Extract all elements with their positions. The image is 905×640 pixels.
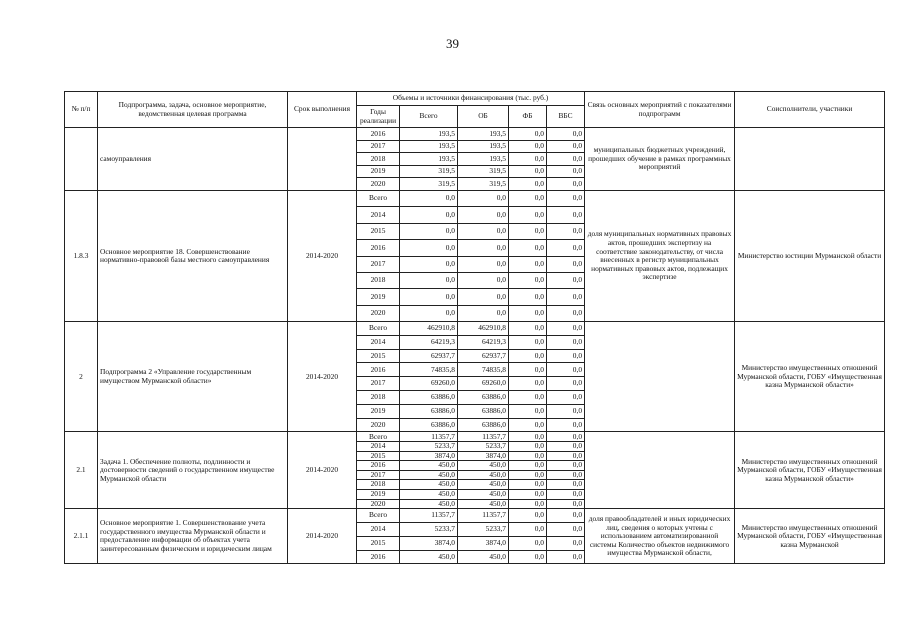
vbs-cell: 0,0 bbox=[547, 536, 585, 550]
total-cell: 0,0 bbox=[400, 256, 458, 272]
year-cell: 2017 bbox=[357, 377, 400, 391]
item-number: 1.8.3 bbox=[65, 190, 98, 321]
fb-cell: 0,0 bbox=[509, 153, 547, 166]
year-cell: 2017 bbox=[357, 470, 400, 480]
fb-cell: 0,0 bbox=[509, 178, 547, 191]
total-cell: 193,5 bbox=[400, 140, 458, 153]
item-name: Подпрограмма 2 «Управление государственным имуществом Мурманской области» bbox=[98, 322, 288, 432]
year-cell: Всего bbox=[357, 322, 400, 336]
year-cell: 2020 bbox=[357, 499, 400, 509]
table-row bbox=[65, 322, 885, 336]
vbs-cell: 0,0 bbox=[547, 461, 585, 471]
vbs-cell: 0,0 bbox=[547, 418, 585, 432]
ob-cell: 3874,0 bbox=[458, 536, 509, 550]
vbs-cell: 0,0 bbox=[547, 442, 585, 452]
fb-cell: 0,0 bbox=[509, 207, 547, 223]
year-cell: 2019 bbox=[357, 404, 400, 418]
ob-cell: 0,0 bbox=[458, 305, 509, 321]
vbs-cell: 0,0 bbox=[547, 153, 585, 166]
indicator-link: доля муниципальных нормативных правовых актов, прошедших экспертизу на соответствие законодательству, от числа внесенных в регистр муниципальных нормативных правовых актов, подлежащих экспертизе bbox=[585, 190, 735, 321]
header-name: Подпрограмма, задача, основное мероприятие, ведомственная целевая программа bbox=[98, 92, 288, 128]
ob-cell: 0,0 bbox=[458, 240, 509, 256]
year-cell: 2019 bbox=[357, 165, 400, 178]
ob-cell: 462910,8 bbox=[458, 322, 509, 336]
vbs-cell: 0,0 bbox=[547, 240, 585, 256]
ob-cell: 5233,7 bbox=[458, 523, 509, 537]
year-cell: 2014 bbox=[357, 523, 400, 537]
total-cell: 0,0 bbox=[400, 207, 458, 223]
fb-cell: 0,0 bbox=[509, 470, 547, 480]
vbs-cell: 0,0 bbox=[547, 207, 585, 223]
total-cell: 319,5 bbox=[400, 178, 458, 191]
ob-cell: 450,0 bbox=[458, 550, 509, 564]
header-fb: ФБ bbox=[509, 106, 547, 128]
fb-cell: 0,0 bbox=[509, 256, 547, 272]
vbs-cell: 0,0 bbox=[547, 480, 585, 490]
total-cell: 462910,8 bbox=[400, 322, 458, 336]
vbs-cell: 0,0 bbox=[547, 256, 585, 272]
vbs-cell: 0,0 bbox=[547, 432, 585, 442]
fb-cell: 0,0 bbox=[509, 490, 547, 500]
fb-cell: 0,0 bbox=[509, 404, 547, 418]
item-number bbox=[65, 128, 98, 191]
fb-cell: 0,0 bbox=[509, 499, 547, 509]
total-cell: 11357,7 bbox=[400, 509, 458, 523]
ob-cell: 3874,0 bbox=[458, 451, 509, 461]
fb-cell: 0,0 bbox=[509, 391, 547, 405]
vbs-cell: 0,0 bbox=[547, 305, 585, 321]
ob-cell: 0,0 bbox=[458, 223, 509, 239]
fb-cell: 0,0 bbox=[509, 349, 547, 363]
total-cell: 0,0 bbox=[400, 190, 458, 206]
item-term: 2014-2020 bbox=[288, 190, 357, 321]
total-cell: 63886,0 bbox=[400, 418, 458, 432]
fb-cell: 0,0 bbox=[509, 550, 547, 564]
item-name: Основное мероприятие 1. Совершенствование учета государственного имущества Мурманской области и предоставление информации об объектах учета заинтересованным физическим и юридическим лицам bbox=[98, 509, 288, 564]
item-name: Задача 1. Обеспечение полноты, подлинности и достоверности сведений о государственном имуществе Мурманской области bbox=[98, 432, 288, 509]
vbs-cell: 0,0 bbox=[547, 223, 585, 239]
fb-cell: 0,0 bbox=[509, 335, 547, 349]
total-cell: 63886,0 bbox=[400, 391, 458, 405]
table-row bbox=[65, 509, 885, 523]
vbs-cell: 0,0 bbox=[547, 404, 585, 418]
header-ob: ОБ bbox=[458, 106, 509, 128]
year-cell: 2016 bbox=[357, 240, 400, 256]
year-cell: 2015 bbox=[357, 223, 400, 239]
fb-cell: 0,0 bbox=[509, 240, 547, 256]
header-coexec: Соисполнители, участники bbox=[735, 92, 885, 128]
item-term bbox=[288, 128, 357, 191]
ob-cell: 69260,0 bbox=[458, 377, 509, 391]
ob-cell: 193,5 bbox=[458, 140, 509, 153]
ob-cell: 63886,0 bbox=[458, 404, 509, 418]
header-term: Срок выполнения bbox=[288, 92, 357, 128]
total-cell: 5233,7 bbox=[400, 442, 458, 452]
fb-cell: 0,0 bbox=[509, 128, 547, 141]
vbs-cell: 0,0 bbox=[547, 470, 585, 480]
total-cell: 63886,0 bbox=[400, 404, 458, 418]
vbs-cell: 0,0 bbox=[547, 363, 585, 377]
total-cell: 3874,0 bbox=[400, 536, 458, 550]
year-cell: Всего bbox=[357, 190, 400, 206]
indicator-link: доля правообладателей и иных юридических лиц, сведения о которых учтены с использованием автоматизированной системы Количество объектов недвижимого имущества Мурманской области, bbox=[585, 509, 735, 564]
ob-cell: 62937,7 bbox=[458, 349, 509, 363]
total-cell: 11357,7 bbox=[400, 432, 458, 442]
total-cell: 62937,7 bbox=[400, 349, 458, 363]
header-funding: Объемы и источники финансирования (тыс. руб.) bbox=[357, 92, 585, 106]
year-cell: 2017 bbox=[357, 140, 400, 153]
ob-cell: 450,0 bbox=[458, 470, 509, 480]
ob-cell: 11357,7 bbox=[458, 432, 509, 442]
co-executors: Министерство имущественных отношений Мурманской области, ГОБУ «Имущественная казна Мурманской bbox=[735, 509, 885, 564]
table-body bbox=[65, 128, 885, 564]
year-cell: 2014 bbox=[357, 442, 400, 452]
year-cell: 2019 bbox=[357, 289, 400, 305]
ob-cell: 319,5 bbox=[458, 165, 509, 178]
indicator-link bbox=[585, 322, 735, 432]
co-executors: Министерство имущественных отношений Мурманской области, ГОБУ «Имущественная казна Мурманской области» bbox=[735, 432, 885, 509]
total-cell: 450,0 bbox=[400, 499, 458, 509]
co-executors: Министерство имущественных отношений Мурманской области, ГОБУ «Имущественная казна Мурманской области» bbox=[735, 322, 885, 432]
fb-cell: 0,0 bbox=[509, 536, 547, 550]
year-cell: 2015 bbox=[357, 451, 400, 461]
item-number: 2.1.1 bbox=[65, 509, 98, 564]
vbs-cell: 0,0 bbox=[547, 289, 585, 305]
vbs-cell: 0,0 bbox=[547, 190, 585, 206]
year-cell: 2015 bbox=[357, 536, 400, 550]
header-total: Всего bbox=[400, 106, 458, 128]
total-cell: 64219,3 bbox=[400, 335, 458, 349]
ob-cell: 0,0 bbox=[458, 256, 509, 272]
ob-cell: 0,0 bbox=[458, 289, 509, 305]
vbs-cell: 0,0 bbox=[547, 523, 585, 537]
total-cell: 450,0 bbox=[400, 480, 458, 490]
total-cell: 74835,8 bbox=[400, 363, 458, 377]
fb-cell: 0,0 bbox=[509, 322, 547, 336]
fb-cell: 0,0 bbox=[509, 377, 547, 391]
total-cell: 450,0 bbox=[400, 461, 458, 471]
year-cell: Всего bbox=[357, 432, 400, 442]
fb-cell: 0,0 bbox=[509, 272, 547, 288]
total-cell: 450,0 bbox=[400, 550, 458, 564]
total-cell: 0,0 bbox=[400, 240, 458, 256]
ob-cell: 63886,0 bbox=[458, 418, 509, 432]
vbs-cell: 0,0 bbox=[547, 128, 585, 141]
fb-cell: 0,0 bbox=[509, 451, 547, 461]
fb-cell: 0,0 bbox=[509, 289, 547, 305]
year-cell: 2016 bbox=[357, 461, 400, 471]
table-row bbox=[65, 432, 885, 442]
ob-cell: 64219,3 bbox=[458, 335, 509, 349]
fb-cell: 0,0 bbox=[509, 523, 547, 537]
year-cell: 2016 bbox=[357, 128, 400, 141]
year-cell: 2018 bbox=[357, 153, 400, 166]
co-executors bbox=[735, 128, 885, 191]
total-cell: 193,5 bbox=[400, 128, 458, 141]
fb-cell: 0,0 bbox=[509, 140, 547, 153]
ob-cell: 63886,0 bbox=[458, 391, 509, 405]
ob-cell: 74835,8 bbox=[458, 363, 509, 377]
vbs-cell: 0,0 bbox=[547, 490, 585, 500]
year-cell: 2018 bbox=[357, 480, 400, 490]
ob-cell: 11357,7 bbox=[458, 509, 509, 523]
vbs-cell: 0,0 bbox=[547, 377, 585, 391]
fb-cell: 0,0 bbox=[509, 418, 547, 432]
year-cell: 2020 bbox=[357, 178, 400, 191]
total-cell: 5233,7 bbox=[400, 523, 458, 537]
ob-cell: 450,0 bbox=[458, 499, 509, 509]
item-number: 2.1 bbox=[65, 432, 98, 509]
header-years: Годы реализации bbox=[357, 106, 400, 128]
ob-cell: 450,0 bbox=[458, 480, 509, 490]
vbs-cell: 0,0 bbox=[547, 451, 585, 461]
year-cell: 2016 bbox=[357, 550, 400, 564]
fb-cell: 0,0 bbox=[509, 432, 547, 442]
total-cell: 69260,0 bbox=[400, 377, 458, 391]
co-executors: Министерство юстиции Мурманской области bbox=[735, 190, 885, 321]
table-row bbox=[65, 190, 885, 206]
total-cell: 0,0 bbox=[400, 305, 458, 321]
indicator-link: муниципальных бюджетных учреждений, прошедших обучение в рамках программных мероприятий bbox=[585, 128, 735, 191]
vbs-cell: 0,0 bbox=[547, 550, 585, 564]
financing-table bbox=[64, 91, 885, 564]
header-link: Связь основных мероприятий с показателями подпрограмм bbox=[585, 92, 735, 128]
vbs-cell: 0,0 bbox=[547, 272, 585, 288]
ob-cell: 319,5 bbox=[458, 178, 509, 191]
item-number: 2 bbox=[65, 322, 98, 432]
vbs-cell: 0,0 bbox=[547, 165, 585, 178]
vbs-cell: 0,0 bbox=[547, 140, 585, 153]
ob-cell: 450,0 bbox=[458, 461, 509, 471]
fb-cell: 0,0 bbox=[509, 442, 547, 452]
total-cell: 3874,0 bbox=[400, 451, 458, 461]
total-cell: 0,0 bbox=[400, 289, 458, 305]
total-cell: 0,0 bbox=[400, 272, 458, 288]
fb-cell: 0,0 bbox=[509, 305, 547, 321]
ob-cell: 0,0 bbox=[458, 190, 509, 206]
year-cell: 2018 bbox=[357, 391, 400, 405]
total-cell: 319,5 bbox=[400, 165, 458, 178]
year-cell: 2014 bbox=[357, 207, 400, 223]
total-cell: 450,0 bbox=[400, 470, 458, 480]
fb-cell: 0,0 bbox=[509, 363, 547, 377]
table-row bbox=[65, 128, 885, 141]
vbs-cell: 0,0 bbox=[547, 335, 585, 349]
ob-cell: 0,0 bbox=[458, 207, 509, 223]
item-name: самоуправления bbox=[98, 128, 288, 191]
year-cell: 2020 bbox=[357, 305, 400, 321]
fb-cell: 0,0 bbox=[509, 223, 547, 239]
header-vbs: ВБС bbox=[547, 106, 585, 128]
year-cell: 2020 bbox=[357, 418, 400, 432]
vbs-cell: 0,0 bbox=[547, 178, 585, 191]
ob-cell: 193,5 bbox=[458, 128, 509, 141]
year-cell: 2015 bbox=[357, 349, 400, 363]
ob-cell: 5233,7 bbox=[458, 442, 509, 452]
vbs-cell: 0,0 bbox=[547, 322, 585, 336]
indicator-link bbox=[585, 432, 735, 509]
ob-cell: 450,0 bbox=[458, 490, 509, 500]
year-cell: 2019 bbox=[357, 490, 400, 500]
year-cell: Всего bbox=[357, 509, 400, 523]
vbs-cell: 0,0 bbox=[547, 499, 585, 509]
fb-cell: 0,0 bbox=[509, 480, 547, 490]
header-num: № п/п bbox=[65, 92, 98, 128]
total-cell: 450,0 bbox=[400, 490, 458, 500]
fb-cell: 0,0 bbox=[509, 509, 547, 523]
fb-cell: 0,0 bbox=[509, 190, 547, 206]
item-term: 2014-2020 bbox=[288, 322, 357, 432]
fb-cell: 0,0 bbox=[509, 165, 547, 178]
vbs-cell: 0,0 bbox=[547, 349, 585, 363]
ob-cell: 0,0 bbox=[458, 272, 509, 288]
total-cell: 0,0 bbox=[400, 223, 458, 239]
page-number: 39 bbox=[446, 36, 459, 51]
vbs-cell: 0,0 bbox=[547, 391, 585, 405]
year-cell: 2018 bbox=[357, 272, 400, 288]
item-term: 2014-2020 bbox=[288, 432, 357, 509]
year-cell: 2014 bbox=[357, 335, 400, 349]
year-cell: 2017 bbox=[357, 256, 400, 272]
table-header bbox=[65, 92, 885, 128]
fb-cell: 0,0 bbox=[509, 461, 547, 471]
year-cell: 2016 bbox=[357, 363, 400, 377]
ob-cell: 193,5 bbox=[458, 153, 509, 166]
item-term: 2014-2020 bbox=[288, 509, 357, 564]
vbs-cell: 0,0 bbox=[547, 509, 585, 523]
total-cell: 193,5 bbox=[400, 153, 458, 166]
item-name: Основное мероприятие 18. Совершенствование нормативно-правовой базы местного самоуправления bbox=[98, 190, 288, 321]
